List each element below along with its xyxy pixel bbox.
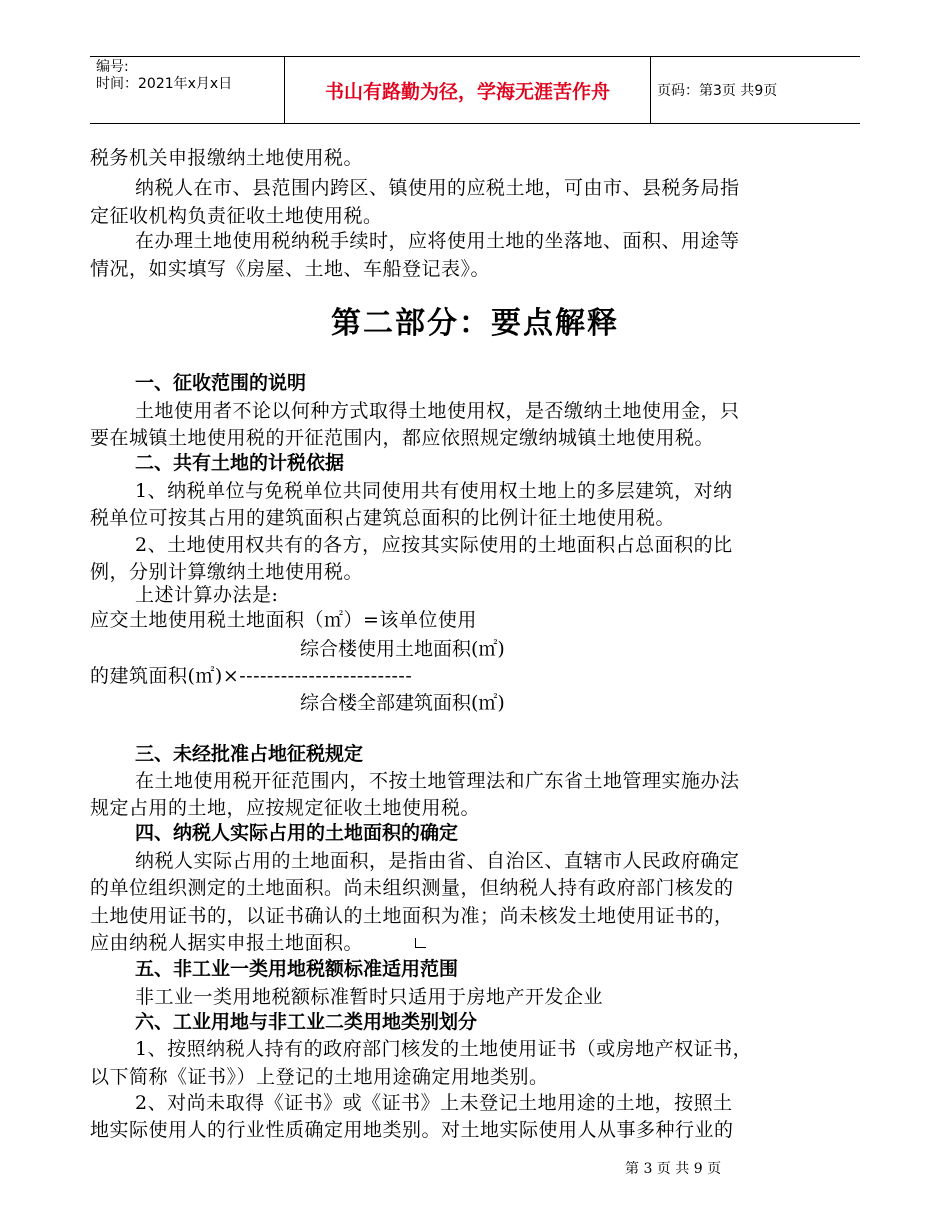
- page-footer: 第 3 页 共 9 页: [625, 1161, 722, 1177]
- paragraph-line: 1、纳税单位与免税单位共同使用共有使用权土地上的多层建筑，对纳: [135, 480, 733, 502]
- paragraph-line: 2、土地使用权共有的各方，应按其实际使用的土地面积占总面积的比: [135, 534, 733, 556]
- paragraph-line: 定征收机构负责征收土地使用税。: [90, 205, 383, 227]
- paragraph-line: 应由纳税人据实申报土地面积。: [90, 932, 364, 954]
- paragraph-mark: [415, 938, 426, 948]
- paragraph-line: 以下简称《证书》）上登记的土地用途确定用地类别。: [90, 1066, 549, 1088]
- section-heading: 四、纳税人实际占用的土地面积的确定: [135, 822, 459, 844]
- formula-denominator: 综合楼全部建筑面积(㎡): [300, 692, 505, 714]
- paragraph-line: 土地使用证书的，以证书确认的土地面积为准；尚未核发土地使用证书的，: [90, 905, 734, 927]
- paragraph-line: 纳税人在市、县范围内跨区、镇使用的应税土地，可由市、县税务局指: [135, 177, 740, 199]
- paragraph-line: 在土地使用税开征范围内，不按土地管理法和广东省土地管理实施办法: [135, 770, 740, 792]
- header-motto: 书山有路勤为径，学海无涯苦作舟: [285, 57, 651, 123]
- paragraph-line: 1、按照纳税人持有的政府部门核发的土地使用证书（或房地产权证书，: [135, 1038, 753, 1060]
- document-date: 时间：2021年x月x日: [96, 76, 233, 92]
- section-heading: 二、共有土地的计税依据: [135, 452, 345, 474]
- header-meta: [90, 57, 285, 123]
- page-header: [90, 56, 860, 124]
- paragraph-line: 土地使用者不论以何种方式取得土地使用权，是否缴纳土地使用金，只: [135, 400, 740, 422]
- header-page-info: 页码：第3页 共9页: [657, 83, 778, 99]
- section-heading: 三、未经批准占地征税规定: [135, 743, 364, 765]
- paragraph-line: 的单位组织测定的土地面积。尚未组织测量，但纳税人持有政府部门核发的: [90, 877, 734, 899]
- paragraph-line: 例，分别计算缴纳土地使用税。: [90, 561, 364, 583]
- section-heading: 六、工业用地与非工业二类用地类别划分: [135, 1011, 478, 1033]
- paragraph-line: 要在城镇土地使用税的开征范围内，都应依照规定缴纳城镇土地使用税。: [90, 427, 715, 449]
- paragraph-line: 税单位可按其占用的建筑面积占建筑总面积的比例计征土地使用税。: [90, 507, 676, 529]
- paragraph-line: 在办理土地使用税纳税手续时，应将使用土地的坐落地、面积、用途等: [135, 230, 740, 252]
- paragraph-line: 上述计算办法是:: [135, 584, 279, 606]
- paragraph-line: 规定占用的土地，应按规定征收土地使用税。: [90, 797, 481, 819]
- document-number-label: 编号:: [96, 59, 129, 75]
- formula-numerator: 综合楼使用土地面积(㎡): [300, 638, 505, 660]
- paragraph-line: 地实际使用人的行业性质确定用地类别。对土地实际使用人从事多种行业的: [90, 1119, 734, 1141]
- paragraph-line: 纳税人实际占用的土地面积，是指由省、自治区、直辖市人民政府确定: [135, 850, 740, 872]
- paragraph-line: 非工业一类用地税额标准暂时只适用于房地产开发企业: [135, 986, 604, 1008]
- formula-line: 的建筑面积(㎡)×-------------------------: [90, 665, 413, 687]
- paragraph-line: 2、对尚未取得《证书》或《证书》上未登记土地用途的土地，按照土: [135, 1092, 733, 1114]
- formula-line: 应交土地使用税土地面积（㎡）=该单位使用: [90, 609, 477, 631]
- paragraph-line: 税务机关申报缴纳土地使用税。: [90, 147, 364, 169]
- section-heading: 一、征收范围的说明: [135, 372, 307, 394]
- paragraph-line: 情况，如实填写《房屋、土地、车船登记表》。: [90, 258, 491, 280]
- section-heading: 五、非工业一类用地税额标准适用范围: [135, 958, 459, 980]
- part-title: 第二部分：要点解释: [331, 306, 619, 341]
